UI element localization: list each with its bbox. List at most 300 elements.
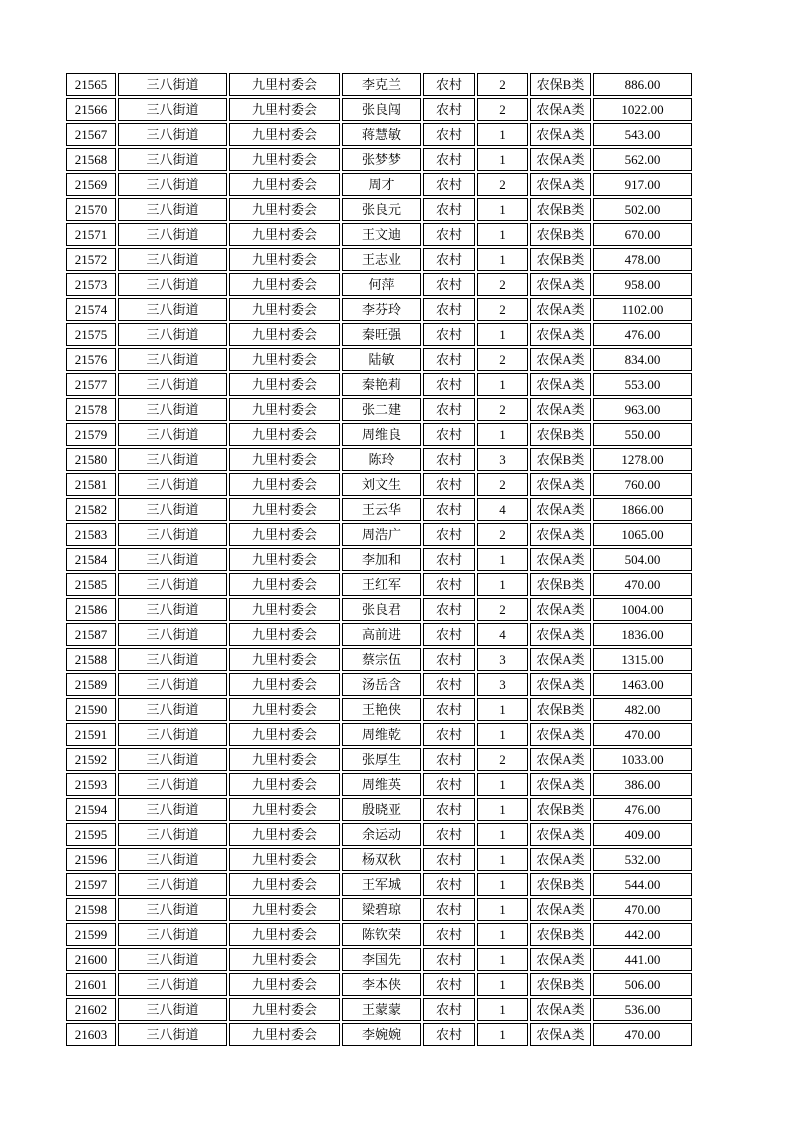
cell-count: 1 [477, 423, 528, 446]
cell-count: 1 [477, 1023, 528, 1046]
cell-insurance_type: 农保A类 [530, 473, 591, 496]
cell-village: 九里村委会 [229, 698, 340, 721]
cell-insurance_type: 农保A类 [530, 948, 591, 971]
cell-name: 李国先 [342, 948, 421, 971]
cell-village: 九里村委会 [229, 923, 340, 946]
cell-name: 陈钦荣 [342, 923, 421, 946]
cell-count: 2 [477, 98, 528, 121]
cell-category: 农村 [423, 198, 475, 221]
cell-serial: 21595 [66, 823, 116, 846]
cell-category: 农村 [423, 273, 475, 296]
cell-street: 三八街道 [118, 773, 227, 796]
cell-street: 三八街道 [118, 948, 227, 971]
cell-street: 三八街道 [118, 598, 227, 621]
cell-serial: 21596 [66, 848, 116, 871]
table-row [66, 398, 692, 421]
cell-insurance_type: 农保B类 [530, 448, 591, 471]
cell-village: 九里村委会 [229, 1023, 340, 1046]
cell-serial: 21601 [66, 973, 116, 996]
cell-category: 农村 [423, 323, 475, 346]
cell-village: 九里村委会 [229, 448, 340, 471]
cell-street: 三八街道 [118, 623, 227, 646]
cell-village: 九里村委会 [229, 423, 340, 446]
cell-amount: 1836.00 [593, 623, 692, 646]
cell-village: 九里村委会 [229, 323, 340, 346]
cell-amount: 476.00 [593, 798, 692, 821]
cell-village: 九里村委会 [229, 148, 340, 171]
cell-count: 1 [477, 123, 528, 146]
cell-village: 九里村委会 [229, 998, 340, 1021]
cell-village: 九里村委会 [229, 348, 340, 371]
cell-serial: 21566 [66, 98, 116, 121]
cell-street: 三八街道 [118, 1023, 227, 1046]
table-row [66, 723, 692, 746]
cell-insurance_type: 农保A类 [530, 673, 591, 696]
cell-name: 周维乾 [342, 723, 421, 746]
cell-serial: 21570 [66, 198, 116, 221]
table-row [66, 773, 692, 796]
cell-category: 农村 [423, 773, 475, 796]
cell-insurance_type: 农保A类 [530, 298, 591, 321]
cell-count: 3 [477, 448, 528, 471]
cell-category: 农村 [423, 398, 475, 421]
cell-street: 三八街道 [118, 98, 227, 121]
cell-street: 三八街道 [118, 998, 227, 1021]
cell-category: 农村 [423, 298, 475, 321]
cell-village: 九里村委会 [229, 198, 340, 221]
cell-category: 农村 [423, 798, 475, 821]
table-row [66, 848, 692, 871]
cell-amount: 502.00 [593, 198, 692, 221]
cell-street: 三八街道 [118, 248, 227, 271]
cell-village: 九里村委会 [229, 73, 340, 96]
cell-amount: 834.00 [593, 348, 692, 371]
cell-count: 1 [477, 848, 528, 871]
cell-category: 农村 [423, 423, 475, 446]
cell-serial: 21569 [66, 173, 116, 196]
cell-insurance_type: 农保B类 [530, 573, 591, 596]
cell-count: 1 [477, 798, 528, 821]
table-row [66, 498, 692, 521]
cell-amount: 1022.00 [593, 98, 692, 121]
cell-insurance_type: 农保A类 [530, 848, 591, 871]
cell-insurance_type: 农保B类 [530, 248, 591, 271]
cell-category: 农村 [423, 523, 475, 546]
cell-category: 农村 [423, 748, 475, 771]
cell-serial: 21591 [66, 723, 116, 746]
cell-name: 刘文生 [342, 473, 421, 496]
cell-count: 1 [477, 248, 528, 271]
cell-serial: 21572 [66, 248, 116, 271]
cell-amount: 536.00 [593, 998, 692, 1021]
cell-count: 1 [477, 948, 528, 971]
document-sheet [64, 71, 694, 1048]
cell-serial: 21598 [66, 898, 116, 921]
table-row [66, 748, 692, 771]
cell-amount: 409.00 [593, 823, 692, 846]
cell-village: 九里村委会 [229, 523, 340, 546]
cell-insurance_type: 农保A类 [530, 523, 591, 546]
cell-street: 三八街道 [118, 548, 227, 571]
cell-amount: 470.00 [593, 898, 692, 921]
cell-street: 三八街道 [118, 798, 227, 821]
cell-serial: 21579 [66, 423, 116, 446]
cell-village: 九里村委会 [229, 223, 340, 246]
table-row [66, 148, 692, 171]
cell-serial: 21573 [66, 273, 116, 296]
cell-category: 农村 [423, 1023, 475, 1046]
cell-serial: 21581 [66, 473, 116, 496]
cell-serial: 21590 [66, 698, 116, 721]
cell-insurance_type: 农保B类 [530, 698, 591, 721]
cell-name: 周维英 [342, 773, 421, 796]
cell-count: 1 [477, 373, 528, 396]
cell-village: 九里村委会 [229, 498, 340, 521]
cell-amount: 1102.00 [593, 298, 692, 321]
cell-street: 三八街道 [118, 973, 227, 996]
cell-name: 张梦梦 [342, 148, 421, 171]
cell-name: 王蒙蒙 [342, 998, 421, 1021]
cell-street: 三八街道 [118, 748, 227, 771]
cell-street: 三八街道 [118, 848, 227, 871]
cell-insurance_type: 农保A类 [530, 548, 591, 571]
cell-village: 九里村委会 [229, 598, 340, 621]
cell-serial: 21600 [66, 948, 116, 971]
table-row [66, 123, 692, 146]
cell-name: 余运动 [342, 823, 421, 846]
cell-count: 2 [477, 173, 528, 196]
cell-street: 三八街道 [118, 498, 227, 521]
cell-serial: 21577 [66, 373, 116, 396]
cell-count: 1 [477, 898, 528, 921]
cell-village: 九里村委会 [229, 248, 340, 271]
cell-amount: 1004.00 [593, 598, 692, 621]
table-row [66, 248, 692, 271]
cell-serial: 21575 [66, 323, 116, 346]
cell-serial: 21603 [66, 1023, 116, 1046]
cell-insurance_type: 农保A类 [530, 598, 591, 621]
cell-serial: 21567 [66, 123, 116, 146]
table-row [66, 1023, 692, 1046]
cell-category: 农村 [423, 998, 475, 1021]
table-row [66, 198, 692, 221]
cell-category: 农村 [423, 698, 475, 721]
cell-name: 张厚生 [342, 748, 421, 771]
cell-insurance_type: 农保A类 [530, 898, 591, 921]
table-row [66, 548, 692, 571]
cell-name: 李婉婉 [342, 1023, 421, 1046]
cell-count: 4 [477, 623, 528, 646]
table-row [66, 898, 692, 921]
cell-count: 2 [477, 523, 528, 546]
cell-amount: 442.00 [593, 923, 692, 946]
cell-category: 农村 [423, 948, 475, 971]
cell-street: 三八街道 [118, 473, 227, 496]
cell-insurance_type: 农保A类 [530, 823, 591, 846]
cell-name: 周维良 [342, 423, 421, 446]
cell-village: 九里村委会 [229, 948, 340, 971]
cell-amount: 386.00 [593, 773, 692, 796]
table-row [66, 673, 692, 696]
table-row [66, 423, 692, 446]
cell-insurance_type: 农保A类 [530, 323, 591, 346]
cell-category: 农村 [423, 898, 475, 921]
cell-insurance_type: 农保A类 [530, 123, 591, 146]
table-row [66, 598, 692, 621]
cell-amount: 958.00 [593, 273, 692, 296]
cell-name: 王志业 [342, 248, 421, 271]
table-row [66, 73, 692, 96]
cell-category: 农村 [423, 123, 475, 146]
cell-category: 农村 [423, 723, 475, 746]
cell-category: 农村 [423, 98, 475, 121]
cell-village: 九里村委会 [229, 548, 340, 571]
cell-count: 3 [477, 673, 528, 696]
cell-serial: 21599 [66, 923, 116, 946]
table-row [66, 573, 692, 596]
cell-serial: 21586 [66, 598, 116, 621]
cell-amount: 670.00 [593, 223, 692, 246]
cell-serial: 21594 [66, 798, 116, 821]
cell-insurance_type: 农保A类 [530, 773, 591, 796]
cell-village: 九里村委会 [229, 98, 340, 121]
table-row [66, 873, 692, 896]
cell-insurance_type: 农保B类 [530, 198, 591, 221]
cell-insurance_type: 农保B类 [530, 798, 591, 821]
cell-name: 李本侠 [342, 973, 421, 996]
cell-insurance_type: 农保A类 [530, 398, 591, 421]
cell-insurance_type: 农保A类 [530, 1023, 591, 1046]
cell-amount: 482.00 [593, 698, 692, 721]
cell-insurance_type: 农保A类 [530, 648, 591, 671]
roster-body [66, 73, 692, 1046]
cell-amount: 760.00 [593, 473, 692, 496]
table-row [66, 648, 692, 671]
cell-count: 2 [477, 748, 528, 771]
cell-street: 三八街道 [118, 423, 227, 446]
cell-name: 王军城 [342, 873, 421, 896]
cell-street: 三八街道 [118, 173, 227, 196]
cell-category: 农村 [423, 623, 475, 646]
cell-category: 农村 [423, 848, 475, 871]
cell-amount: 1315.00 [593, 648, 692, 671]
cell-insurance_type: 农保A类 [530, 998, 591, 1021]
cell-category: 农村 [423, 498, 475, 521]
cell-serial: 21580 [66, 448, 116, 471]
cell-amount: 886.00 [593, 73, 692, 96]
cell-street: 三八街道 [118, 298, 227, 321]
cell-street: 三八街道 [118, 148, 227, 171]
table-row [66, 373, 692, 396]
cell-serial: 21593 [66, 773, 116, 796]
cell-count: 1 [477, 323, 528, 346]
cell-insurance_type: 农保A类 [530, 748, 591, 771]
table-row [66, 973, 692, 996]
table-row [66, 323, 692, 346]
cell-street: 三八街道 [118, 323, 227, 346]
table-row [66, 448, 692, 471]
cell-name: 周浩广 [342, 523, 421, 546]
cell-name: 梁碧琼 [342, 898, 421, 921]
cell-amount: 550.00 [593, 423, 692, 446]
cell-count: 2 [477, 398, 528, 421]
cell-category: 农村 [423, 923, 475, 946]
cell-street: 三八街道 [118, 698, 227, 721]
cell-amount: 1866.00 [593, 498, 692, 521]
cell-street: 三八街道 [118, 923, 227, 946]
cell-amount: 1463.00 [593, 673, 692, 696]
cell-count: 1 [477, 698, 528, 721]
cell-category: 农村 [423, 673, 475, 696]
cell-village: 九里村委会 [229, 723, 340, 746]
cell-amount: 441.00 [593, 948, 692, 971]
cell-count: 2 [477, 348, 528, 371]
cell-amount: 543.00 [593, 123, 692, 146]
cell-category: 农村 [423, 548, 475, 571]
cell-village: 九里村委会 [229, 973, 340, 996]
cell-village: 九里村委会 [229, 848, 340, 871]
cell-village: 九里村委会 [229, 798, 340, 821]
cell-name: 蒋慧敏 [342, 123, 421, 146]
cell-insurance_type: 农保B类 [530, 923, 591, 946]
cell-serial: 21592 [66, 748, 116, 771]
cell-insurance_type: 农保A类 [530, 273, 591, 296]
cell-serial: 21565 [66, 73, 116, 96]
cell-insurance_type: 农保A类 [530, 98, 591, 121]
table-row [66, 998, 692, 1021]
cell-count: 2 [477, 598, 528, 621]
cell-amount: 504.00 [593, 548, 692, 571]
cell-name: 汤岳含 [342, 673, 421, 696]
cell-name: 周才 [342, 173, 421, 196]
cell-name: 何萍 [342, 273, 421, 296]
cell-serial: 21571 [66, 223, 116, 246]
cell-count: 1 [477, 773, 528, 796]
table-row [66, 173, 692, 196]
cell-serial: 21583 [66, 523, 116, 546]
cell-insurance_type: 农保A类 [530, 348, 591, 371]
cell-serial: 21584 [66, 548, 116, 571]
cell-name: 张良闯 [342, 98, 421, 121]
cell-village: 九里村委会 [229, 873, 340, 896]
cell-street: 三八街道 [118, 223, 227, 246]
table-row [66, 223, 692, 246]
cell-category: 农村 [423, 223, 475, 246]
cell-insurance_type: 农保A类 [530, 623, 591, 646]
cell-village: 九里村委会 [229, 648, 340, 671]
cell-name: 王云华 [342, 498, 421, 521]
cell-street: 三八街道 [118, 523, 227, 546]
cell-category: 农村 [423, 973, 475, 996]
cell-count: 1 [477, 548, 528, 571]
cell-name: 蔡宗伍 [342, 648, 421, 671]
cell-name: 高前进 [342, 623, 421, 646]
cell-street: 三八街道 [118, 823, 227, 846]
cell-serial: 21602 [66, 998, 116, 1021]
table-row [66, 523, 692, 546]
cell-insurance_type: 农保B类 [530, 873, 591, 896]
cell-village: 九里村委会 [229, 473, 340, 496]
cell-category: 农村 [423, 73, 475, 96]
cell-insurance_type: 农保B类 [530, 973, 591, 996]
cell-count: 1 [477, 923, 528, 946]
cell-insurance_type: 农保B类 [530, 223, 591, 246]
table-row [66, 823, 692, 846]
cell-category: 农村 [423, 373, 475, 396]
cell-amount: 963.00 [593, 398, 692, 421]
cell-name: 陆敏 [342, 348, 421, 371]
cell-amount: 553.00 [593, 373, 692, 396]
cell-category: 农村 [423, 598, 475, 621]
cell-name: 王红军 [342, 573, 421, 596]
cell-village: 九里村委会 [229, 173, 340, 196]
cell-village: 九里村委会 [229, 273, 340, 296]
cell-street: 三八街道 [118, 898, 227, 921]
cell-village: 九里村委会 [229, 748, 340, 771]
cell-street: 三八街道 [118, 198, 227, 221]
cell-amount: 917.00 [593, 173, 692, 196]
cell-village: 九里村委会 [229, 373, 340, 396]
cell-street: 三八街道 [118, 123, 227, 146]
table-row [66, 98, 692, 121]
cell-category: 农村 [423, 648, 475, 671]
cell-name: 张良君 [342, 598, 421, 621]
cell-street: 三八街道 [118, 398, 227, 421]
cell-count: 1 [477, 148, 528, 171]
cell-amount: 1033.00 [593, 748, 692, 771]
cell-category: 农村 [423, 573, 475, 596]
cell-count: 3 [477, 648, 528, 671]
cell-serial: 21568 [66, 148, 116, 171]
table-row [66, 948, 692, 971]
cell-amount: 470.00 [593, 573, 692, 596]
cell-count: 2 [477, 298, 528, 321]
cell-name: 殷晓亚 [342, 798, 421, 821]
cell-count: 1 [477, 573, 528, 596]
cell-name: 张二建 [342, 398, 421, 421]
cell-name: 张良元 [342, 198, 421, 221]
cell-amount: 470.00 [593, 1023, 692, 1046]
cell-serial: 21585 [66, 573, 116, 596]
cell-serial: 21582 [66, 498, 116, 521]
cell-street: 三八街道 [118, 273, 227, 296]
cell-village: 九里村委会 [229, 298, 340, 321]
table-row [66, 348, 692, 371]
cell-count: 2 [477, 73, 528, 96]
cell-category: 农村 [423, 873, 475, 896]
cell-count: 4 [477, 498, 528, 521]
cell-village: 九里村委会 [229, 823, 340, 846]
cell-amount: 1278.00 [593, 448, 692, 471]
cell-insurance_type: 农保A类 [530, 373, 591, 396]
cell-serial: 21588 [66, 648, 116, 671]
cell-name: 李克兰 [342, 73, 421, 96]
cell-serial: 21576 [66, 348, 116, 371]
cell-name: 秦艳莉 [342, 373, 421, 396]
cell-serial: 21574 [66, 298, 116, 321]
cell-serial: 21587 [66, 623, 116, 646]
cell-name: 王文迪 [342, 223, 421, 246]
cell-village: 九里村委会 [229, 123, 340, 146]
cell-category: 农村 [423, 448, 475, 471]
cell-serial: 21589 [66, 673, 116, 696]
cell-village: 九里村委会 [229, 573, 340, 596]
table-row [66, 273, 692, 296]
cell-amount: 562.00 [593, 148, 692, 171]
cell-name: 李芬玲 [342, 298, 421, 321]
cell-insurance_type: 农保B类 [530, 73, 591, 96]
cell-name: 陈玲 [342, 448, 421, 471]
